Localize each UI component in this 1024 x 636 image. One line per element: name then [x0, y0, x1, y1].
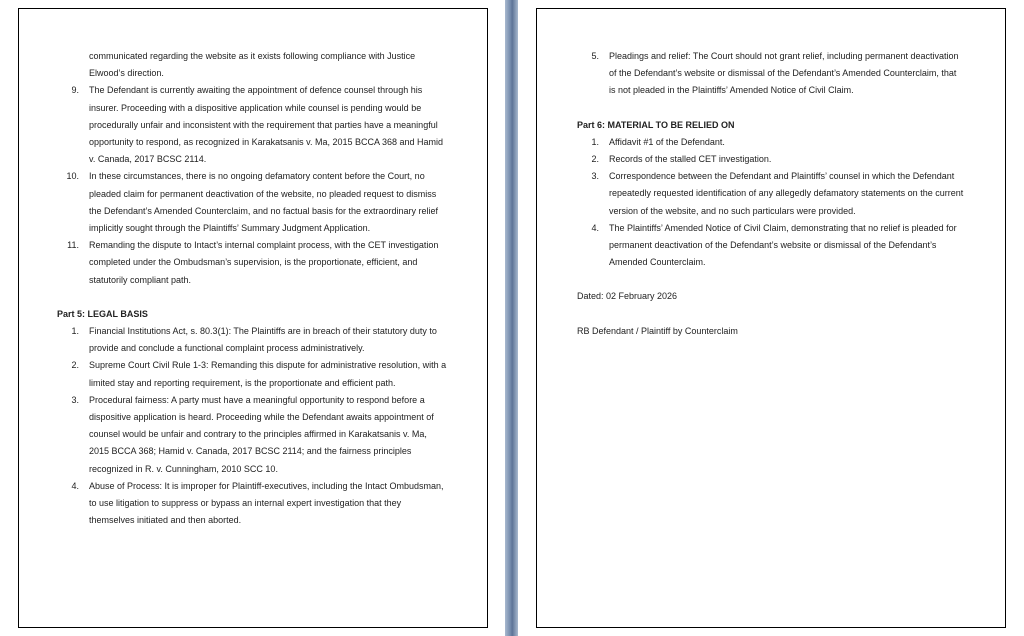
list-item — [57, 478, 447, 530]
list-item — [577, 134, 965, 151]
item-text: Correspondence between the Defendant and Plaintiffs’ counsel in which the Defendant repeatedly requested identification of any allegedly defamatory statements on the current version of the website, and no such particulars were provided. — [609, 171, 964, 216]
item-number: 11. — [67, 240, 79, 251]
item-text: Supreme Court Civil Rule 1-3: Remanding this dispute for administrative resolution, with a limited stay and reporting requirement, is the proportionate and efficient path. — [89, 360, 447, 388]
document-page-right — [536, 8, 1006, 628]
list-item — [57, 237, 447, 289]
item-text: In these circumstances, there is no ongoing defamatory content before the Court, no pleaded claim for permanent deactivation of the website, no pleaded request to dismiss the Defendant’s Amended Counterclaim, and no factual basis for the extraordinary relief implicitly sought through the Plaintiffs’ Summary Judgment Application. — [89, 171, 439, 234]
list-item — [577, 151, 965, 168]
item-text: Remanding the dispute to Intact’s internal complaint process, with the CET investigation completed under the Ombudsman’s supervision, is the proportionate, efficient, and statutorily compliant path. — [89, 240, 439, 285]
list-item — [577, 48, 965, 100]
item-number: 5. — [591, 51, 599, 61]
list-item — [577, 220, 965, 272]
section-heading-part6: Part 6: MATERIAL TO BE RELIED ON — [577, 119, 735, 130]
item-text: Affidavit #1 of the Defendant. — [609, 136, 725, 147]
item-number: 4. — [71, 480, 79, 491]
item-number: 4. — [591, 222, 599, 233]
list-item — [57, 323, 447, 357]
numbered-list — [577, 48, 965, 100]
item-number: 1. — [71, 326, 79, 337]
signature-line: RB Defendant / Plaintiff by Counterclaim — [577, 325, 738, 336]
item-number: 3. — [71, 394, 79, 405]
materials-list — [577, 134, 965, 272]
section-heading-part5: Part 5: LEGAL BASIS — [57, 308, 148, 319]
item-text: Abuse of Process: It is improper for Plaintiff-executives, including the Intact Ombudsman, to use litigation to suppress or bypass an internal expert investigation that they themselves initiated and then aborted. — [89, 480, 444, 526]
item-text: The Plaintiffs’ Amended Notice of Civil Claim, demonstrating that no relief is pleaded for permanent deactivation of the Defendant’s website or dismissal of the Defendant’s Amended Counterclaim. — [609, 222, 957, 268]
document-page-left — [18, 8, 488, 628]
item-text: Records of the stalled CET investigation. — [609, 154, 772, 165]
list-item — [57, 357, 447, 391]
page-divider — [505, 0, 518, 636]
item-number: 1. — [591, 136, 599, 147]
list-item — [57, 392, 447, 478]
item-number: 9. — [71, 85, 79, 96]
list-item — [577, 168, 965, 220]
list-item — [57, 82, 447, 168]
continued-paragraph: communicated regarding the website as it exists following compliance with Justice Elwood’s direction. — [89, 51, 416, 79]
item-number: 3. — [591, 171, 599, 182]
item-number: 10. — [66, 171, 79, 182]
item-text: Procedural fairness: A party must have a meaningful opportunity to respond before a dispositive application is heard. Proceeding while the Defendant awaits appointment of counsel would be unfair and contrary to the principles affirmed in Karakatsanis v. Ma, 2015 BCCA 368; Hamid v. Canada, 2017 BCSC 2114; and the fairness principles recognized in R. v. Cunningham, 2010 SCC 10. — [89, 394, 434, 474]
legal-basis-list — [57, 323, 447, 529]
item-number: 2. — [591, 154, 599, 165]
list-item — [57, 168, 447, 237]
dated-line: Dated: 02 February 2026 — [577, 291, 678, 302]
item-text: The Defendant is currently awaiting the appointment of defence counsel through his insurer. Proceeding with a dispositive application while counsel is pending would be procedurally unfair and inconsistent with the requirement that parties have a meaningful opportunity to respond, as recognized in Karakatsanis v. Ma, 2015 BCCA 368 and Hamid v. Canada, 2017 BCSC 2114. — [89, 85, 444, 165]
item-text: Pleadings and relief: The Court should not grant relief, including permanent deactivation of the Defendant’s website or dismissal of the Defendant’s Amended Counterclaim, that is not pleaded in the Plaintiffs’ Amended Notice of Civil Claim. — [609, 51, 959, 96]
item-number: 2. — [71, 360, 79, 371]
item-text: Financial Institutions Act, s. 80.3(1): The Plaintiffs are in breach of their statutory duty to provide and conclude a functional complaint process administratively. — [89, 326, 437, 354]
numbered-list — [57, 82, 447, 288]
